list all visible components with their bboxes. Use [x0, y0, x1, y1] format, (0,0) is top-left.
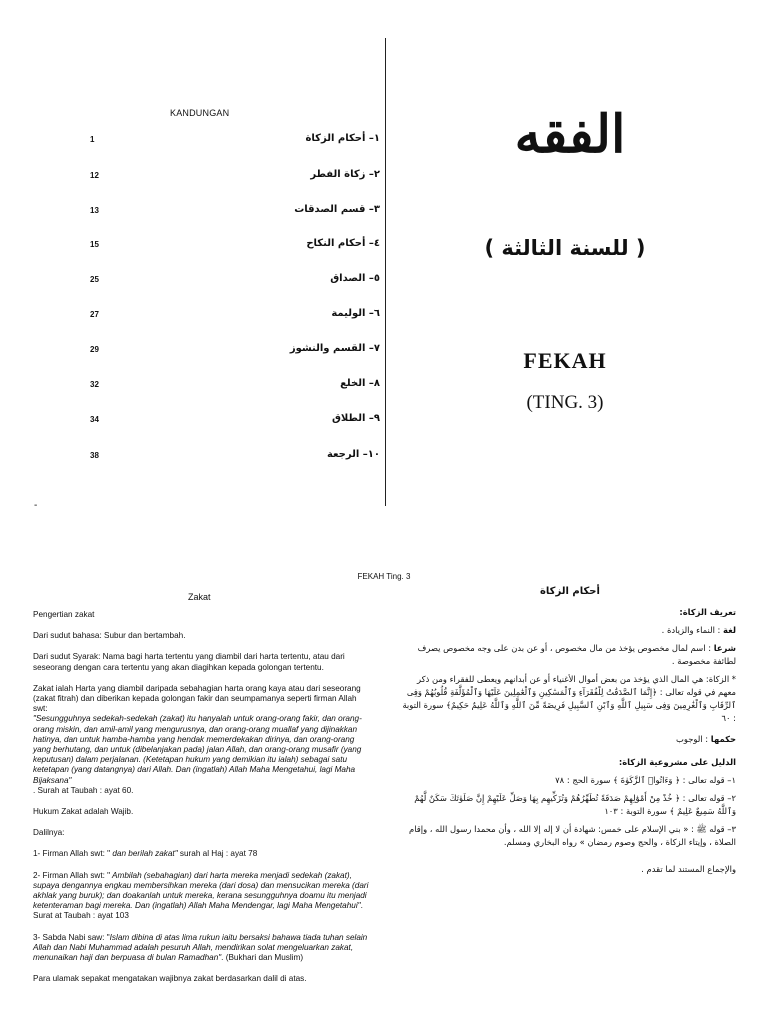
arabic-heading: الدليل على مشروعية الزكاة:	[618, 757, 736, 767]
page-header: FEKAH Ting. 3	[357, 572, 411, 581]
toc-item	[90, 206, 380, 222]
quran-quote: dan berilah zakat"	[110, 849, 178, 859]
citation: surah al Haj : ayat 78	[177, 849, 258, 859]
citation: . Surah at Taubah : ayat 60.	[33, 785, 134, 795]
contents-title: KANDUNGAN	[170, 108, 230, 118]
paragraph-text: 1- Firman Allah swt: "	[33, 849, 111, 859]
arabic-paragraph: ٣– قوله ﷺ : « بني الإسلام على خمس: شهادة أن لا إله إلا الله ، وأن محمدا رسول الله ، وإقام الصلاة ، وإيتاء الزكاة ، والحج وصوم رمضان » رواه البخاري ومسلم.	[409, 824, 736, 847]
paragraph: Dalilnya:	[33, 828, 65, 838]
paragraph: Dari sudut Syarak: Nama bagi harta tertentu yang diambil dari harta tertentu, atau dari seseorang dengan cara tertentu yang akan diagihkan kepada golongan tertentu.	[33, 652, 345, 672]
paragraph-text: 3- Sabda Nabi saw: "	[33, 932, 110, 942]
toc-page-number: 34	[90, 415, 99, 424]
toc-item	[90, 240, 380, 256]
paragraph: Para ulamak sepakat mengatakan wajibnya zakat berdasarkan dalil di atas.	[33, 974, 307, 984]
toc-page-number: 27	[90, 310, 99, 319]
arabic-text: : الوجوب	[676, 734, 711, 744]
arabic-paragraph	[398, 624, 736, 637]
arabic-paragraph	[398, 733, 736, 746]
cover-title: FEKAH	[523, 348, 607, 373]
toc-item	[90, 171, 380, 187]
toc-title: ٦– الوليمة	[331, 308, 380, 319]
toc-title: ٩– الطلاق	[331, 413, 380, 424]
paragraph: Hukum Zakat adalah Wajib.	[33, 807, 134, 817]
toc-title: ٧– القسم والنشوز	[289, 343, 380, 354]
paragraph	[33, 684, 373, 796]
page-divider-line	[385, 38, 386, 506]
arabic-text: : اسم لمال مخصوص يؤخذ من مال مخصوص ، أو عن بدن على وجه مخصوص يصرف لطائفة مخصوصة .	[417, 643, 736, 666]
arabic-grade: ( للسنة الثالثة )	[484, 236, 646, 260]
toc-title: ٨– الخلع	[340, 378, 380, 389]
toc-title: ١– أحكام الزكاة	[305, 133, 380, 144]
toc-page-number: 12	[90, 171, 99, 180]
toc-page-number: 32	[90, 380, 99, 389]
paragraph-text: 2- Firman Allah swt: "	[33, 870, 111, 880]
hadith-quote: Islam dibina di atas lima rukun iaitu bersaksi bahawa tiada tuhan selain Allah dan Nabi Muhammad adalah pesuruh Allah, mendirikan solat mengeluarkan zakat, menunaikan haji dan berpuasa di bulan Ramadhan"	[33, 932, 368, 963]
arabic-label: حكمها	[710, 734, 736, 744]
toc-page-number: 38	[90, 451, 99, 460]
toc-item	[90, 380, 380, 396]
arabic-title: الفقه	[514, 104, 626, 165]
paragraph	[33, 933, 373, 964]
arabic-paragraph: ١– قوله تعالى : ﴿ وَءَاتُوا۟ ٱلزَّكَوٰةَ ﴾ سورة الحج : ٧٨	[555, 775, 736, 785]
toc-page-number: 13	[90, 206, 99, 215]
arabic-label: شرعا	[713, 643, 736, 653]
arabic-heading: تعريف الزكاة:	[679, 607, 736, 617]
toc-page-number: 15	[90, 240, 99, 249]
toc-title: ١٠– الرجعة	[326, 449, 380, 460]
toc-item	[90, 135, 380, 151]
arabic-text-column	[398, 606, 736, 881]
arabic-paragraph: والإجماع المستند لما تقدم .	[641, 864, 736, 874]
arabic-paragraph	[398, 642, 736, 668]
toc-item	[90, 345, 380, 361]
quran-quote: Ambilah (sebahagian) dari harta mereka menjadi sedekah (zakat), supaya dengannya engkau membersihkan mereka (dari dosa) dan mensucikan mereka (dari akhlak yang buruk); dan doakanlah untuk mereka, kerana sesungguhnya doamu itu menjadi ketenteraman bagi mereka. Dan (ingatlah) Allah Maha Mendengar, lagi Maha Mengetahui"	[33, 870, 369, 911]
toc-item	[90, 275, 380, 291]
paragraph	[33, 871, 373, 922]
toc-page-number: 1	[90, 135, 95, 144]
toc-item	[90, 451, 380, 467]
toc-page-number: 25	[90, 275, 99, 284]
dash-mark: -	[34, 500, 38, 511]
paragraph	[33, 849, 373, 859]
quran-quote: "Sesungguhnya sedekah-sedekah (zakat) itu hanyalah untuk orang-orang fakir, dan orang-orang miskin, dan amil-amil yang mengurusnya, dan orang-orang muallaf yang dijinakkan hatinya, dan untuk hamba-hamba yang hendak memerdekakan dirinya, dan orang-orang yang berhutang, dan untuk (dibelanjakan pada) jalan Allah, dan orang-orang musafir (yang keputusan) dalam perjalanan. (Ketetapan hukum yang demikian itu ialah) sebagai satu ketetapan (yang datangnya) dari Allah. Dan (ingatlah) Allah Maha Mengetahui, lagi Maha Bijaksana"	[33, 714, 362, 785]
toc-item	[90, 415, 380, 431]
toc-title: ٣– قسم الصدقات	[294, 204, 380, 215]
right-column-title: أحكام الزكاة	[540, 586, 600, 597]
cover-grade: (TING. 3)	[526, 392, 604, 413]
paragraph-text: Zakat ialah Harta yang diambil daripada sebahagian harta orang kaya atau dari seseorang (zakat fitrah) dan diberikan kepada golongan fakir dan seumpamanya seperti firman Allah swt:	[33, 683, 361, 714]
arabic-label: لغة	[723, 625, 736, 635]
paragraph: Pengertian zakat	[33, 610, 95, 619]
paragraph: Dari sudut bahasa: Subur dan bertambah.	[33, 631, 186, 641]
citation: . Surat at Taubah : ayat 103	[33, 901, 363, 921]
arabic-text: : النماء والزيادة .	[661, 625, 724, 635]
arabic-paragraph: ٢– قوله تعالى : ﴿ خُذْ مِنْ أَمْوَٰلِهِمْ صَدَقَةً تُطَهِّرُهُمْ وَتُزَكِّيهِم بِهَا وَصَلِّ عَلَيْهِمْ إِنَّ صَلَوٰتَكَ سَكَنٌ لَّهُمْ وَٱللَّهُ سَمِيعٌ عَلِيمٌ ﴾ سورة التوبة : ١٠٣	[414, 793, 736, 816]
left-column-title: Zakat	[188, 592, 211, 602]
toc-title: ٥– الصداق	[330, 273, 380, 284]
citation: . (Bukhari dan Muslim)	[221, 953, 304, 963]
toc-page-number: 29	[90, 345, 99, 354]
arabic-paragraph: * الزكاة: هي المال الذي يؤخذ من بعض أموال الأغنياء أو عن أبدانهم ويعطى للفقراء ومن ذكر معهم في قوله تعالى : ﴿إِنَّمَا ٱلصَّدَقَٰتُ لِلْفُقَرَآءِ وَٱلْمَسَٰكِينِ وَٱلْعَٰمِلِينَ عَلَيْهَا وَٱلْمُؤَلَّفَةِ قُلُوبُهُمْ وَفِى ٱلرِّقَابِ وَٱلْغَٰرِمِينَ وَفِى سَبِيلِ ٱللَّهِ وَٱبْنِ ٱلسَّبِيلِ فَرِيضَةً مِّنَ ٱللَّهِ وَٱللَّهُ عَلِيمٌ حَكِيمٌ﴾ سورة التوبة : ٦٠	[402, 674, 736, 723]
toc-title: ٤– أحكام النكاح	[306, 238, 380, 249]
malay-text-column	[33, 610, 373, 995]
toc-title: ٢– زكاة الفطر	[310, 169, 380, 180]
toc-item	[90, 310, 380, 326]
